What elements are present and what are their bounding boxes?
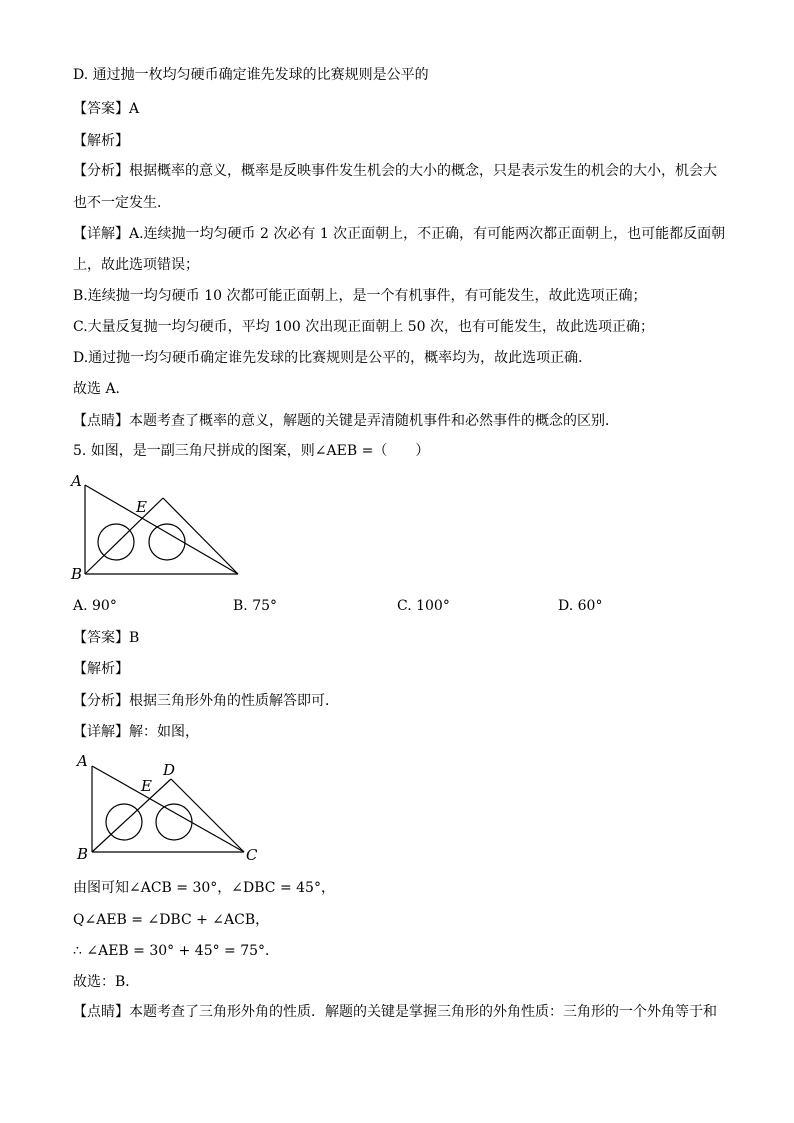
analysis-heading: 【解析】 [73,133,129,149]
text-line: 由图可知∠ACB = 30°，∠DBC = 45°， [73,880,335,896]
text-line: 故选 A. [73,381,121,397]
text-line: D.通过抛一均匀硬币确定谁先发球的比赛规则是公平的，概率均为，故此选项正确． [73,350,593,366]
answer-label: 【答案】B [73,630,140,646]
label-c: C [246,846,258,864]
figure-line [163,498,238,574]
triangle-figure-2 [74,752,266,864]
text-line: 【点睛】本题考查了概率的意义，解题的关键是弄清随机事件和必然事件的概念的区别． [73,413,619,429]
figure-line [92,779,171,852]
option-b: B. 75° [233,598,278,614]
text-line: 【点睛】本题考查了三角形外角的性质．解题的关键是掌握三角形的外角性质：三角形的一个外角等于和 [73,1004,717,1020]
figure-circle [98,524,134,560]
text-line: 【分析】根据概率的意义，概率是反映事件发生机会的大小的概念，只是表示发生的机会的大小，机会大 [73,163,717,179]
label-a: A [71,472,82,490]
text-line: B.连续抛一均匀硬币 10 次都可能正面朝上，是一个有机事件，有可能发生，故此选项正确； [73,288,647,304]
text-line: 故选：B． [73,974,140,990]
label-d: D [163,761,176,779]
option-a: A. 90° [73,598,117,614]
text-line: 【分析】根据三角形外角的性质解答即可． [73,693,339,709]
text-line: C.大量反复抛一均匀硬币，平均 100 次出现正面朝上 50 次，也有可能发生，故此选项正确； [73,319,654,335]
figure-line [85,498,163,574]
label-b: B [77,845,89,863]
figure-circle [156,804,192,840]
option-d: D. 60° [558,598,603,614]
text-line: 【详解】A.连续抛一均匀硬币 2 次必有 1 次正面朝上，不正确，有可能两次都正面朝上，也可能都反面朝 [73,226,726,242]
analysis-heading: 【解析】 [73,661,129,677]
label-b: B [71,565,83,583]
question-5: 5. 如图，是一副三角尺拼成的图案，则∠AEB =（ ） [73,443,430,459]
figure-line [171,779,244,852]
answer-label: 【答案】A [73,101,140,117]
figure-line [85,485,238,574]
text-line: 【详解】解：如图， [73,724,199,740]
text-line: D. 通过抛一枚均匀硬币确定谁先发球的比赛规则是公平的 [73,67,429,83]
figure-circle [149,524,185,560]
text-line: Q∠AEB = ∠DBC + ∠ACB， [73,912,270,928]
text-line: ∴ ∠AEB = 30° + 45° = 75°． [73,943,280,959]
text-line: 也不一定发生． [73,195,171,211]
label-e: E [136,498,147,516]
text-line: 上，故此选项错误； [73,257,199,273]
option-c: C. 100° [397,598,450,614]
label-e: E [141,777,152,795]
label-a: A [77,752,88,770]
triangle-figure-1 [68,472,243,584]
